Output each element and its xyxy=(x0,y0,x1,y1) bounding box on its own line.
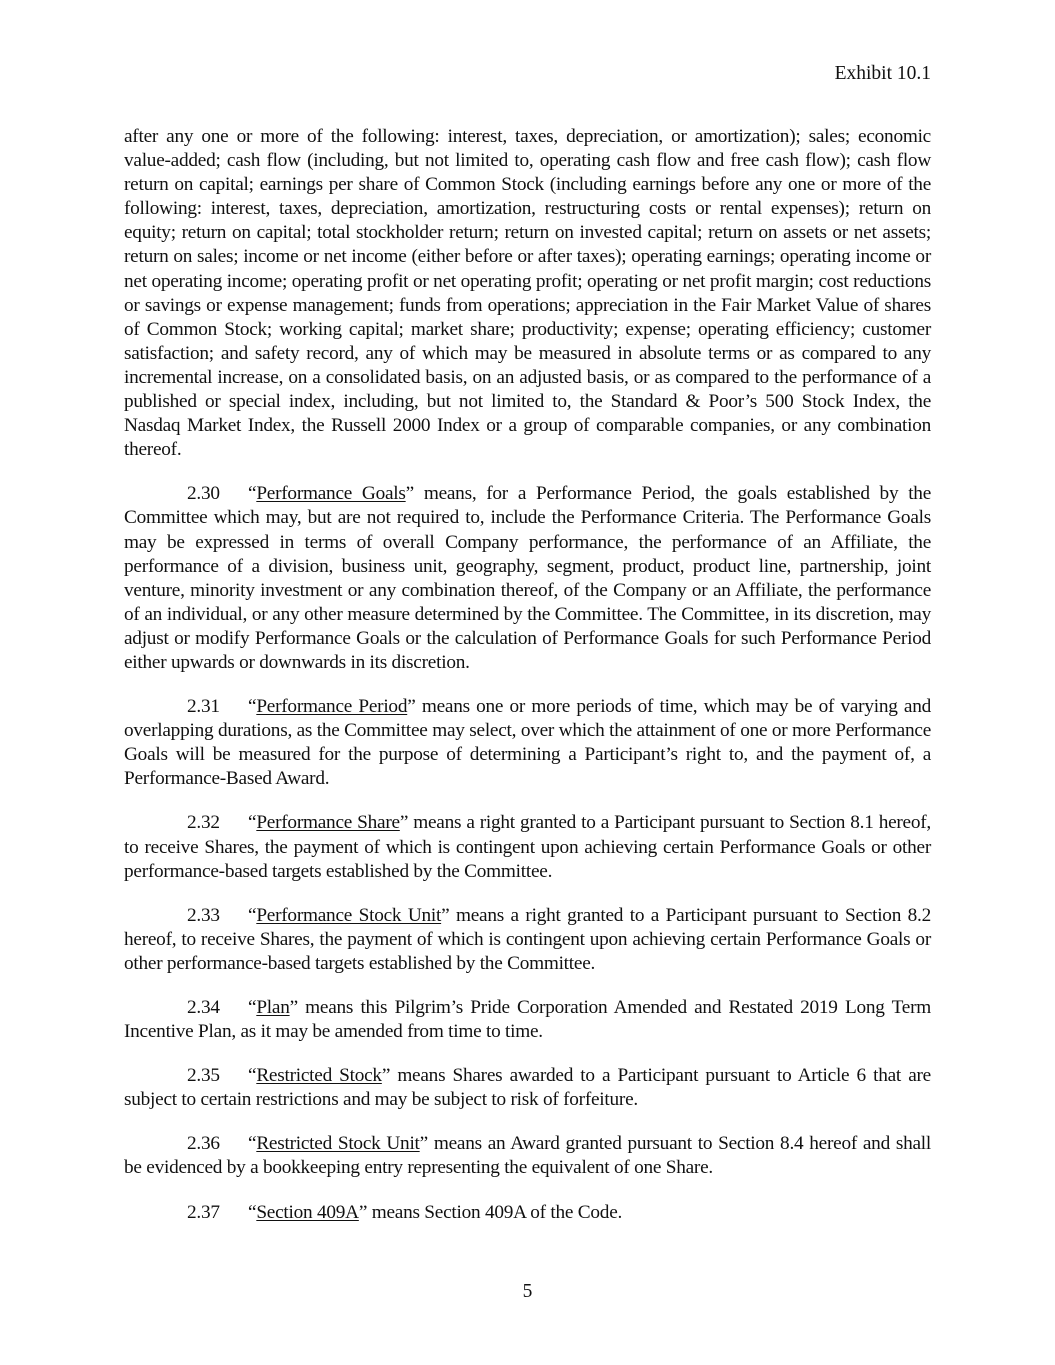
definition-text: means an Award granted pursuant to Section 8.4 hereof and shall be evidenced by a bookkeeping entry representing the equivalent of one Share. xyxy=(124,1133,931,1179)
section-number: 2.31 xyxy=(187,696,220,718)
defined-term: Performance Stock Unit xyxy=(256,904,442,926)
open-quote: “ xyxy=(248,1133,257,1155)
definition-2-34 xyxy=(124,996,931,1044)
exhibit-label: Exhibit 10.1 xyxy=(834,63,931,84)
definition-2-31 xyxy=(124,695,931,791)
open-quote: “ xyxy=(248,812,257,834)
open-quote: “ xyxy=(248,696,257,718)
definition-text: means Section 409A of the Code. xyxy=(367,1201,623,1223)
continuation-paragraph: after any one or more of the following: interest, taxes, depreciation, or amortization); sales; economic value-added; cash flow (including, but not limited to, operating cash flow and free cash flow); cash flow return on capital; earnings per share of Common Stock (including earnings before any one or more of the following: interest, taxes, depreciation, amortization, restructuring costs or rental expenses); return on equity; return on capital; total stockholder return; return on invested capital; return on assets or net assets; return on sales; income or net income (either before or after taxes); operating earnings; operating income or net operating income; operating profit or net operating profit; operating or net profit margin; cost reductions or savings or expense management; funds from operations; appreciation in the Fair Market Value of shares of Common Stock; working capital; market share; productivity; expense; operating efficiency; customer satisfaction; and safety record, any of which may be measured in absolute terms or as compared to any incremental increase, on a consolidated basis, on an adjusted basis, or as compared to the performance of a published or special index, including, but not limited to, the Standard & Poor’s 500 Stock Index, the Nasdaq Market Index, the Russell 2000 Index or a group of comparable companies, or any combination thereof. xyxy=(124,126,931,461)
close-quote: ” xyxy=(405,483,414,505)
defined-term: Performance Share xyxy=(256,812,400,834)
open-quote: “ xyxy=(248,483,257,505)
open-quote: “ xyxy=(248,1065,257,1087)
close-quote: ” xyxy=(399,812,409,834)
definition-text: means Shares awarded to a Participant pursuant to Article 6 that are subject to certain restrictions and may be subject to risk of forfeiture. xyxy=(124,1065,931,1111)
document-body xyxy=(124,125,931,1245)
definition-2-30 xyxy=(124,482,931,675)
section-number: 2.30 xyxy=(187,483,220,505)
section-number: 2.37 xyxy=(187,1201,220,1223)
defined-term: Performance Goals xyxy=(256,483,406,505)
open-quote: “ xyxy=(248,997,257,1018)
definition-2-33 xyxy=(124,904,931,976)
defined-term: Restricted Stock Unit xyxy=(256,1133,420,1155)
close-quote: ” xyxy=(358,1201,368,1223)
section-number: 2.36 xyxy=(187,1133,220,1155)
defined-term: Section 409A xyxy=(256,1201,359,1223)
definition-text: means this Pilgrim’s Pride Corporation Amended and Restated 2019 Long Term Incentive Plan, as it may be amended from time to time. xyxy=(124,997,931,1043)
defined-term: Restricted Stock xyxy=(256,1065,382,1087)
close-quote: ” xyxy=(419,1133,428,1155)
definition-2-35 xyxy=(124,1064,931,1112)
definition-text: means a right granted to a Participant pursuant to Section 8.2 hereof, to receive Shares, the payment of which is contingent upon achieving certain Performance Goals or other performance-based targets established by the Committee. xyxy=(124,904,931,974)
open-quote: “ xyxy=(248,1201,257,1223)
definition-text: means a right granted to a Participant pursuant to Section 8.1 hereof, to receive Shares, the payment of which is contingent upon achieving certain Performance Goals or other performance-based targets established by the Committee. xyxy=(124,812,932,882)
page-number: 5 xyxy=(522,1281,533,1302)
defined-term: Performance Period xyxy=(256,696,408,718)
close-quote: ” xyxy=(407,696,416,718)
definition-2-37 xyxy=(124,1201,931,1225)
definition-text: means, for a Performance Period, the goals established by the Committee which may, but are not required to, include the Performance Criteria. The Performance Goals may be expressed in terms of overall Company performance, the performance of an Affiliate, the performance of a division, business unit, geography, segment, product, product line, partnership, joint venture, minority investment or any combination thereof, of the Company or an Affiliate, the performance of an individual, or any other measure determined by the Committee. The Committee, in its discretion, may adjust or modify Performance Goals or the calculation of Performance Goals for such Performance Period either upwards or downwards in its discretion. xyxy=(124,483,931,673)
defined-term: Plan xyxy=(256,997,290,1018)
close-quote: ” xyxy=(441,904,450,926)
section-number: 2.33 xyxy=(187,904,220,926)
section-number: 2.32 xyxy=(187,812,220,834)
definition-2-36 xyxy=(124,1132,931,1180)
definition-2-32 xyxy=(124,811,931,883)
section-number: 2.34 xyxy=(187,997,220,1018)
definition-text: means one or more periods of time, which may be of varying and overlapping durations, as the Committee may select, over which the attainment of one or more Performance Goals will be measured for the purpose of determining a Participant’s right to, and the payment of, a Performance-Based Award. xyxy=(124,696,931,790)
open-quote: “ xyxy=(248,904,257,926)
close-quote: ” xyxy=(289,997,298,1018)
section-number: 2.35 xyxy=(187,1065,220,1087)
close-quote: ” xyxy=(381,1065,391,1087)
